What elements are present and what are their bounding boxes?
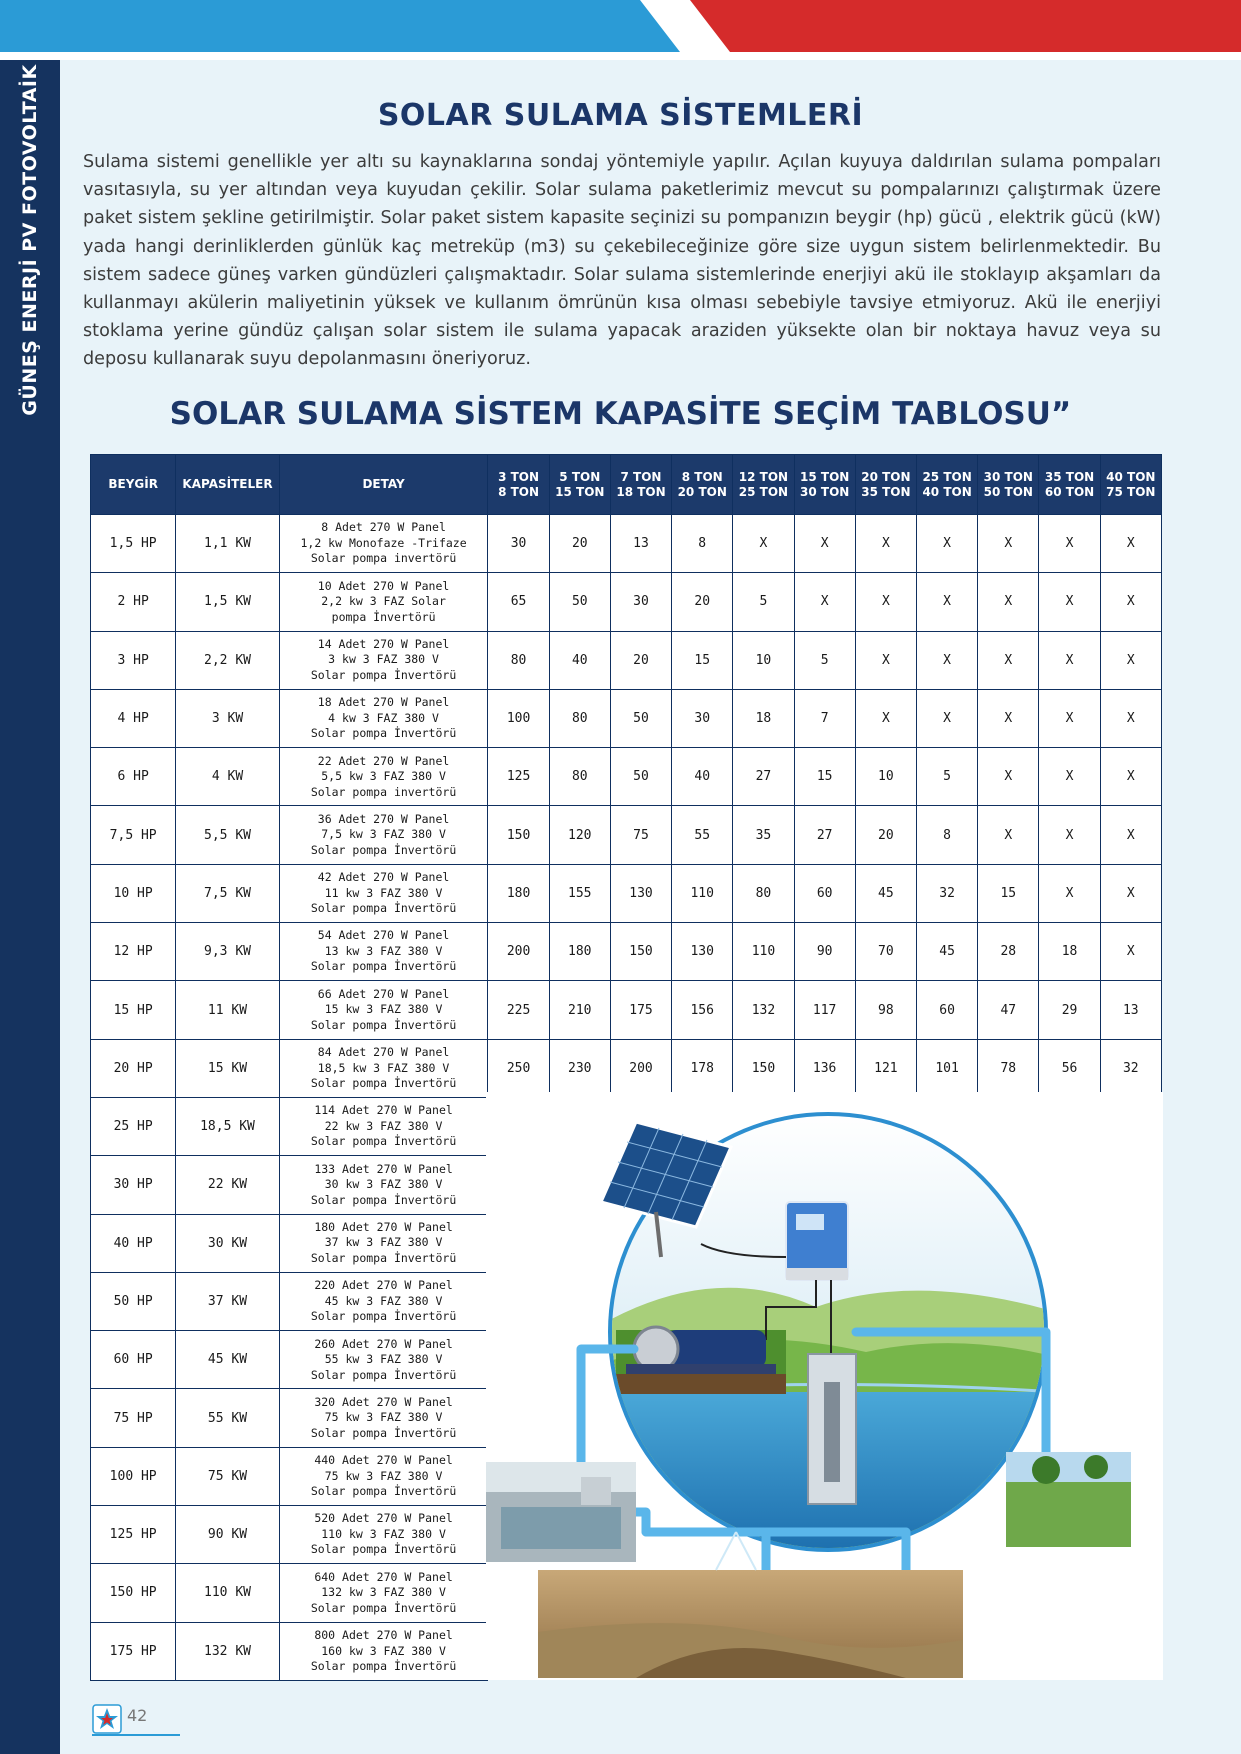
cell-detail xyxy=(279,1564,488,1622)
cell-kw: 18,5 KW xyxy=(176,1097,279,1155)
cell-kw: 55 KW xyxy=(176,1389,279,1447)
detail-line: Solar pompa İnvertörü xyxy=(310,842,457,857)
detail-line: 18,5 kw 3 FAZ 380 V xyxy=(317,1060,450,1075)
cell-value: 20 xyxy=(855,806,916,864)
detail-line: Solar pompa İnvertörü xyxy=(310,1134,457,1149)
cell-detail xyxy=(279,864,488,922)
cell-value: 180 xyxy=(549,923,610,981)
detail-line: 4 kw 3 FAZ 380 V xyxy=(328,710,439,725)
cell-kw: 1,1 KW xyxy=(176,515,279,573)
cell-value: 28 xyxy=(978,923,1039,981)
cell-value: 120 xyxy=(549,806,610,864)
cell-detail xyxy=(279,981,488,1039)
cell-value: 117 xyxy=(794,981,855,1039)
cell-value: 125 xyxy=(488,748,549,806)
cell-value: 29 xyxy=(1039,981,1100,1039)
cell-value: 47 xyxy=(978,981,1039,1039)
borehole-icon xyxy=(808,1354,856,1504)
cell-value: 13 xyxy=(610,515,671,573)
cell-value: 60 xyxy=(794,864,855,922)
cell-detail xyxy=(279,1447,488,1505)
detail-line: 55 kw 3 FAZ 380 V xyxy=(324,1352,443,1367)
header-ton-max: 15 TON xyxy=(555,484,605,499)
cell-kw: 90 KW xyxy=(176,1506,279,1564)
cell-value: 45 xyxy=(855,864,916,922)
cell-detail xyxy=(279,806,488,864)
cell-value: 10 xyxy=(855,748,916,806)
cell-value: X xyxy=(1100,573,1161,631)
cell-value: 200 xyxy=(488,923,549,981)
table-row xyxy=(91,806,1162,864)
cell-detail xyxy=(279,1506,488,1564)
footer-line xyxy=(92,1734,180,1736)
cell-value: X xyxy=(916,631,977,689)
cell-value: 100 xyxy=(488,689,549,747)
cell-hp: 4 HP xyxy=(91,689,176,747)
cell-value: X xyxy=(916,515,977,573)
header-ton-max: 60 TON xyxy=(1044,484,1095,499)
cell-kw: 45 KW xyxy=(176,1331,279,1389)
cell-value: 15 xyxy=(672,631,733,689)
cell-value: 200 xyxy=(610,1039,671,1097)
detail-line: Solar pompa İnvertörü xyxy=(310,1250,457,1265)
cell-value: X xyxy=(1039,864,1100,922)
detail-line: 30 kw 3 FAZ 380 V xyxy=(324,1177,443,1192)
cell-value: X xyxy=(1100,923,1161,981)
detail-line: Solar pompa invertörü xyxy=(310,784,457,799)
cell-value: 5 xyxy=(733,573,794,631)
cell-value: 30 xyxy=(488,515,549,573)
cell-value: X xyxy=(1039,631,1100,689)
cell-kw: 11 KW xyxy=(176,981,279,1039)
detail-line: 8 Adet 270 W Panel xyxy=(321,520,446,535)
detail-line: 18 Adet 270 W Panel xyxy=(317,695,450,710)
cell-value: 13 xyxy=(1100,981,1161,1039)
cell-value: 7 xyxy=(794,689,855,747)
cell-detail xyxy=(279,689,488,747)
cell-kw: 7,5 KW xyxy=(176,864,279,922)
cell-value: X xyxy=(978,515,1039,573)
detail-line: 160 kw 3 FAZ 380 V xyxy=(321,1643,446,1658)
cell-kw: 132 KW xyxy=(176,1622,279,1680)
cell-value: X xyxy=(1100,515,1161,573)
header-ton-8 xyxy=(978,455,1039,515)
header-ton-max: 35 TON xyxy=(861,484,911,499)
cell-value: 65 xyxy=(488,573,549,631)
cell-value: 40 xyxy=(672,748,733,806)
cell-value: 70 xyxy=(855,923,916,981)
detail-line: 110 kw 3 FAZ 380 V xyxy=(321,1526,446,1541)
cell-value: X xyxy=(855,515,916,573)
cell-value: 18 xyxy=(733,689,794,747)
header-ton-max: 20 TON xyxy=(677,484,727,499)
table-row xyxy=(91,748,1162,806)
cell-value: 10 xyxy=(733,631,794,689)
detail-line: Solar pompa İnvertörü xyxy=(310,1309,457,1324)
cell-kw: 15 KW xyxy=(176,1039,279,1097)
cell-value: X xyxy=(1039,806,1100,864)
cell-value: X xyxy=(916,689,977,747)
cell-value: 130 xyxy=(610,864,671,922)
detail-line: Solar pompa İnvertörü xyxy=(310,1659,457,1674)
detail-line: 66 Adet 270 W Panel xyxy=(317,986,450,1001)
header-ton-min: 25 TON xyxy=(922,469,972,484)
cell-value: 5 xyxy=(794,631,855,689)
cell-value: X xyxy=(978,573,1039,631)
table-row xyxy=(91,864,1162,922)
header-ton-max: 25 TON xyxy=(738,484,789,499)
cell-kw: 110 KW xyxy=(176,1564,279,1622)
header-ton-3 xyxy=(672,455,733,515)
cell-hp: 15 HP xyxy=(91,981,176,1039)
cell-kw: 2,2 KW xyxy=(176,631,279,689)
cell-value: X xyxy=(855,573,916,631)
cell-detail xyxy=(279,1331,488,1389)
detail-line: 114 Adet 270 W Panel xyxy=(314,1103,453,1118)
header-ton-2 xyxy=(610,455,671,515)
detail-line: 640 Adet 270 W Panel xyxy=(314,1569,453,1584)
cell-value: 56 xyxy=(1039,1039,1100,1097)
detail-line: 440 Adet 270 W Panel xyxy=(314,1453,453,1468)
cell-detail xyxy=(279,923,488,981)
cell-value: X xyxy=(978,689,1039,747)
detail-line: 45 kw 3 FAZ 380 V xyxy=(324,1293,443,1308)
cell-value: 55 xyxy=(672,806,733,864)
detail-line: 220 Adet 270 W Panel xyxy=(314,1278,453,1293)
cell-value: 150 xyxy=(488,806,549,864)
detail-line: 75 kw 3 FAZ 380 V xyxy=(324,1410,443,1425)
cell-value: 60 xyxy=(916,981,977,1039)
header-ton-min: 7 TON xyxy=(620,469,662,484)
cell-value: X xyxy=(1100,864,1161,922)
cell-hp: 7,5 HP xyxy=(91,806,176,864)
cell-value: 78 xyxy=(978,1039,1039,1097)
cell-hp: 150 HP xyxy=(91,1564,176,1622)
cell-value: 30 xyxy=(672,689,733,747)
cell-value: X xyxy=(855,631,916,689)
cell-hp: 25 HP xyxy=(91,1097,176,1155)
table-row xyxy=(91,573,1162,631)
cell-value: 27 xyxy=(733,748,794,806)
cell-value: 20 xyxy=(610,631,671,689)
detail-line: 14 Adet 270 W Panel xyxy=(317,636,450,651)
page-number: 42 xyxy=(127,1706,148,1725)
cell-value: 210 xyxy=(549,981,610,1039)
header-ton-0 xyxy=(488,455,549,515)
cell-detail xyxy=(279,748,488,806)
detail-line: 22 kw 3 FAZ 380 V xyxy=(324,1118,443,1133)
cell-detail xyxy=(279,1389,488,1447)
header-ton-7 xyxy=(916,455,977,515)
cell-value: 250 xyxy=(488,1039,549,1097)
cell-hp: 75 HP xyxy=(91,1389,176,1447)
cell-value: 155 xyxy=(549,864,610,922)
cell-value: X xyxy=(1100,631,1161,689)
cell-value: X xyxy=(978,748,1039,806)
cell-value: X xyxy=(733,515,794,573)
cell-detail xyxy=(279,1214,488,1272)
cell-kw: 22 KW xyxy=(176,1156,279,1214)
header-ton-max: 8 TON xyxy=(498,484,540,499)
cell-value: X xyxy=(1100,689,1161,747)
cell-value: X xyxy=(978,806,1039,864)
cell-value: X xyxy=(794,573,855,631)
header-ton-10 xyxy=(1100,455,1161,515)
header-ton-min: 40 TON xyxy=(1106,469,1156,484)
detail-line: Solar pompa invertörü xyxy=(310,551,457,566)
cell-value: 32 xyxy=(1100,1039,1161,1097)
cell-value: X xyxy=(1039,515,1100,573)
header-hp: BEYGİR xyxy=(91,455,176,515)
header-ton-min: 35 TON xyxy=(1044,469,1095,484)
cell-value: 98 xyxy=(855,981,916,1039)
cell-hp: 40 HP xyxy=(91,1214,176,1272)
detail-line: 132 kw 3 FAZ 380 V xyxy=(321,1585,446,1600)
header-ton-max: 18 TON xyxy=(616,484,666,499)
cell-value: 180 xyxy=(488,864,549,922)
table-row xyxy=(91,923,1162,981)
top-band-blue xyxy=(0,0,680,52)
header-ton-min: 3 TON xyxy=(498,469,540,484)
cell-value: X xyxy=(1039,748,1100,806)
pump-icon xyxy=(626,1327,776,1374)
header-ton-9 xyxy=(1039,455,1100,515)
header-ton-min: 30 TON xyxy=(983,469,1033,484)
cell-value: X xyxy=(916,573,977,631)
detail-line: Solar pompa İnvertörü xyxy=(310,1076,457,1091)
header-ton-min: 8 TON xyxy=(681,469,723,484)
cell-value: 45 xyxy=(916,923,977,981)
cell-kw: 4 KW xyxy=(176,748,279,806)
top-band-red xyxy=(690,0,1241,52)
top-band xyxy=(0,0,1241,60)
cell-value: 18 xyxy=(1039,923,1100,981)
header-ton-min: 15 TON xyxy=(800,469,850,484)
cell-hp: 30 HP xyxy=(91,1156,176,1214)
detail-line: Solar pompa İnvertörü xyxy=(310,667,457,682)
detail-line: 42 Adet 270 W Panel xyxy=(317,870,450,885)
header-row xyxy=(91,455,1162,515)
field-photo xyxy=(1006,1452,1131,1547)
header-ton-min: 5 TON xyxy=(559,469,601,484)
cell-value: 8 xyxy=(916,806,977,864)
cell-value: 121 xyxy=(855,1039,916,1097)
cell-hp: 60 HP xyxy=(91,1331,176,1389)
cell-value: 27 xyxy=(794,806,855,864)
cell-detail xyxy=(279,1156,488,1214)
header-detail: DETAY xyxy=(279,455,488,515)
cell-value: 80 xyxy=(733,864,794,922)
detail-line: 1,2 kw Monofaze -Trifaze xyxy=(300,535,467,550)
detail-line: Solar pompa İnvertörü xyxy=(310,1425,457,1440)
cell-value: 225 xyxy=(488,981,549,1039)
side-label xyxy=(0,60,60,420)
cell-value: 35 xyxy=(733,806,794,864)
cell-value: X xyxy=(1039,689,1100,747)
cell-hp: 50 HP xyxy=(91,1272,176,1330)
cell-value: 175 xyxy=(610,981,671,1039)
cell-value: 178 xyxy=(672,1039,733,1097)
cell-value: X xyxy=(794,515,855,573)
solar-irrigation-diagram xyxy=(486,1092,1163,1680)
star-logo-icon xyxy=(92,1704,122,1734)
cell-value: 136 xyxy=(794,1039,855,1097)
cell-value: X xyxy=(1039,573,1100,631)
table-header xyxy=(91,455,1162,515)
detail-line: Solar pompa İnvertörü xyxy=(310,1192,457,1207)
cell-hp: 2 HP xyxy=(91,573,176,631)
cell-kw: 30 KW xyxy=(176,1214,279,1272)
cell-detail xyxy=(279,1272,488,1330)
cell-hp: 20 HP xyxy=(91,1039,176,1097)
cell-value: 15 xyxy=(978,864,1039,922)
cell-hp: 10 HP xyxy=(91,864,176,922)
cell-value: 110 xyxy=(733,923,794,981)
header-ton-max: 40 TON xyxy=(922,484,972,499)
solar-irrigation-illustration xyxy=(486,1092,1163,1680)
table-row xyxy=(91,631,1162,689)
detail-line: 84 Adet 270 W Panel xyxy=(317,1045,450,1060)
detail-line: 11 kw 3 FAZ 380 V xyxy=(324,885,443,900)
header-ton-max: 75 TON xyxy=(1106,484,1156,499)
detail-line: 260 Adet 270 W Panel xyxy=(314,1336,453,1351)
cell-value: 50 xyxy=(610,748,671,806)
reservoir-photo xyxy=(486,1462,636,1562)
cell-value: X xyxy=(1100,748,1161,806)
inverter-icon xyxy=(786,1202,848,1280)
cell-value: 132 xyxy=(733,981,794,1039)
cell-kw: 9,3 KW xyxy=(176,923,279,981)
page-title: SOLAR SULAMA SİSTEMLERİ xyxy=(377,98,864,133)
cell-value: 90 xyxy=(794,923,855,981)
cell-value: 80 xyxy=(549,689,610,747)
detail-line: 10 Adet 270 W Panel xyxy=(317,578,450,593)
detail-line: 75 kw 3 FAZ 380 V xyxy=(324,1468,443,1483)
detail-line: 37 kw 3 FAZ 380 V xyxy=(324,1235,443,1250)
table-title: SOLAR SULAMA SİSTEM KAPASİTE SEÇİM TABLOSU” xyxy=(169,396,1072,432)
detail-line: Solar pompa İnvertörü xyxy=(310,1017,457,1032)
cell-value: 110 xyxy=(672,864,733,922)
header-ton-min: 20 TON xyxy=(861,469,911,484)
cell-value: 30 xyxy=(610,573,671,631)
cell-value: 80 xyxy=(549,748,610,806)
detail-line: 520 Adet 270 W Panel xyxy=(314,1511,453,1526)
detail-line: 3 kw 3 FAZ 380 V xyxy=(328,652,439,667)
header-kw: KAPASİTELER xyxy=(176,455,279,515)
cell-value: X xyxy=(1100,806,1161,864)
cell-value: 8 xyxy=(672,515,733,573)
detail-line: 800 Adet 270 W Panel xyxy=(314,1628,453,1643)
cell-hp: 3 HP xyxy=(91,631,176,689)
cell-value: 20 xyxy=(549,515,610,573)
cell-kw: 3 KW xyxy=(176,689,279,747)
cell-value: 80 xyxy=(488,631,549,689)
cell-detail xyxy=(279,631,488,689)
detail-line: 2,2 kw 3 FAZ Solar xyxy=(321,594,446,609)
detail-line: Solar pompa İnvertörü xyxy=(310,1542,457,1557)
side-label-text: GÜNEŞ ENERJİ PV FOTOVOLTAİK xyxy=(19,64,41,416)
cell-kw: 75 KW xyxy=(176,1447,279,1505)
cell-hp: 100 HP xyxy=(91,1447,176,1505)
table-row xyxy=(91,689,1162,747)
detail-line: Solar pompa İnvertörü xyxy=(310,1484,457,1499)
cell-value: 150 xyxy=(733,1039,794,1097)
cell-value: 75 xyxy=(610,806,671,864)
header-ton-4 xyxy=(733,455,794,515)
detail-line: 15 kw 3 FAZ 380 V xyxy=(324,1002,443,1017)
cell-value: 156 xyxy=(672,981,733,1039)
cell-value: 50 xyxy=(549,573,610,631)
cell-value: 40 xyxy=(549,631,610,689)
intro-paragraph: Sulama sistemi genellikle yer altı su kaynaklarına sondaj yöntemiyle yapılır. Açılan kuyuya daldırılan sulama pompaları vasıtasıyla, su yer altından veya kuyudan çekilir. Solar sulama paketlerimiz mevcut su pompalarınızı çalıştırmak üzere paket sistem şekline getirilmiştir. Solar paket sistem kapasite seçinizi su pompanızın beygir (hp) gücü , elektrik gücü (kW) yada hangi derinliklerden günlük kaç metreküp (m3) su çekebileceğinize göre size uygun sistem belirlenmektedir. Bu sistem sadece güneş varken gündüzleri çalışmaktadır. Solar sulama sistemlerinde enerjiyi akü ile stoklayıp akşamları da kullanmayı akülerin maliyetinin yüksek ve kullanım ömrünün kısa olması sebebiyle tavsiye etmiyoruz. Akü ile enerjiyi stoklama yerine gündüz çalışan solar sistem ile sulama yapacak araziden yüksekte olan bir noktaya havuz veya su deposu kullanarak suyu depolanmasını öneriyoruz. xyxy=(83,152,1161,370)
cell-hp: 175 HP xyxy=(91,1622,176,1680)
cell-detail xyxy=(279,1039,488,1097)
detail-line: Solar pompa İnvertörü xyxy=(310,901,457,916)
cell-value: 50 xyxy=(610,689,671,747)
detail-line: 5,5 kw 3 FAZ 380 V xyxy=(321,769,446,784)
cell-value: X xyxy=(855,689,916,747)
cell-detail xyxy=(279,515,488,573)
detail-line: Solar pompa İnvertörü xyxy=(310,726,457,741)
cell-value: 230 xyxy=(549,1039,610,1097)
header-ton-5 xyxy=(794,455,855,515)
detail-line: 133 Adet 270 W Panel xyxy=(314,1161,453,1176)
detail-line: 13 kw 3 FAZ 380 V xyxy=(324,943,443,958)
detail-line: 7,5 kw 3 FAZ 380 V xyxy=(321,827,446,842)
cell-hp: 6 HP xyxy=(91,748,176,806)
cell-hp: 1,5 HP xyxy=(91,515,176,573)
cell-value: 101 xyxy=(916,1039,977,1097)
cell-detail xyxy=(279,1622,488,1680)
table-row xyxy=(91,1039,1162,1097)
detail-line: 320 Adet 270 W Panel xyxy=(314,1394,453,1409)
cell-kw: 37 KW xyxy=(176,1272,279,1330)
cell-value: 5 xyxy=(916,748,977,806)
cell-detail xyxy=(279,1097,488,1155)
detail-line: 54 Adet 270 W Panel xyxy=(317,928,450,943)
detail-line: Solar pompa İnvertörü xyxy=(310,1600,457,1615)
detail-line: 180 Adet 270 W Panel xyxy=(314,1219,453,1234)
cell-value: 15 xyxy=(794,748,855,806)
table-row xyxy=(91,515,1162,573)
header-ton-1 xyxy=(549,455,610,515)
detail-line: 36 Adet 270 W Panel xyxy=(317,811,450,826)
cell-kw: 5,5 KW xyxy=(176,806,279,864)
cell-hp: 125 HP xyxy=(91,1506,176,1564)
cell-kw: 1,5 KW xyxy=(176,573,279,631)
cell-value: 150 xyxy=(610,923,671,981)
header-ton-max: 30 TON xyxy=(800,484,850,499)
header-ton-6 xyxy=(855,455,916,515)
cell-value: 20 xyxy=(672,573,733,631)
cell-value: 130 xyxy=(672,923,733,981)
header-ton-min: 12 TON xyxy=(738,469,789,484)
header-ton-max: 50 TON xyxy=(983,484,1033,499)
cell-value: X xyxy=(978,631,1039,689)
cell-detail xyxy=(279,573,488,631)
detail-line: 22 Adet 270 W Panel xyxy=(317,753,450,768)
cell-hp: 12 HP xyxy=(91,923,176,981)
cell-value: 32 xyxy=(916,864,977,922)
table-row xyxy=(91,981,1162,1039)
detail-line: pompa İnvertörü xyxy=(331,609,436,624)
detail-line: Solar pompa İnvertörü xyxy=(310,1367,457,1382)
detail-line: Solar pompa İnvertörü xyxy=(310,959,457,974)
